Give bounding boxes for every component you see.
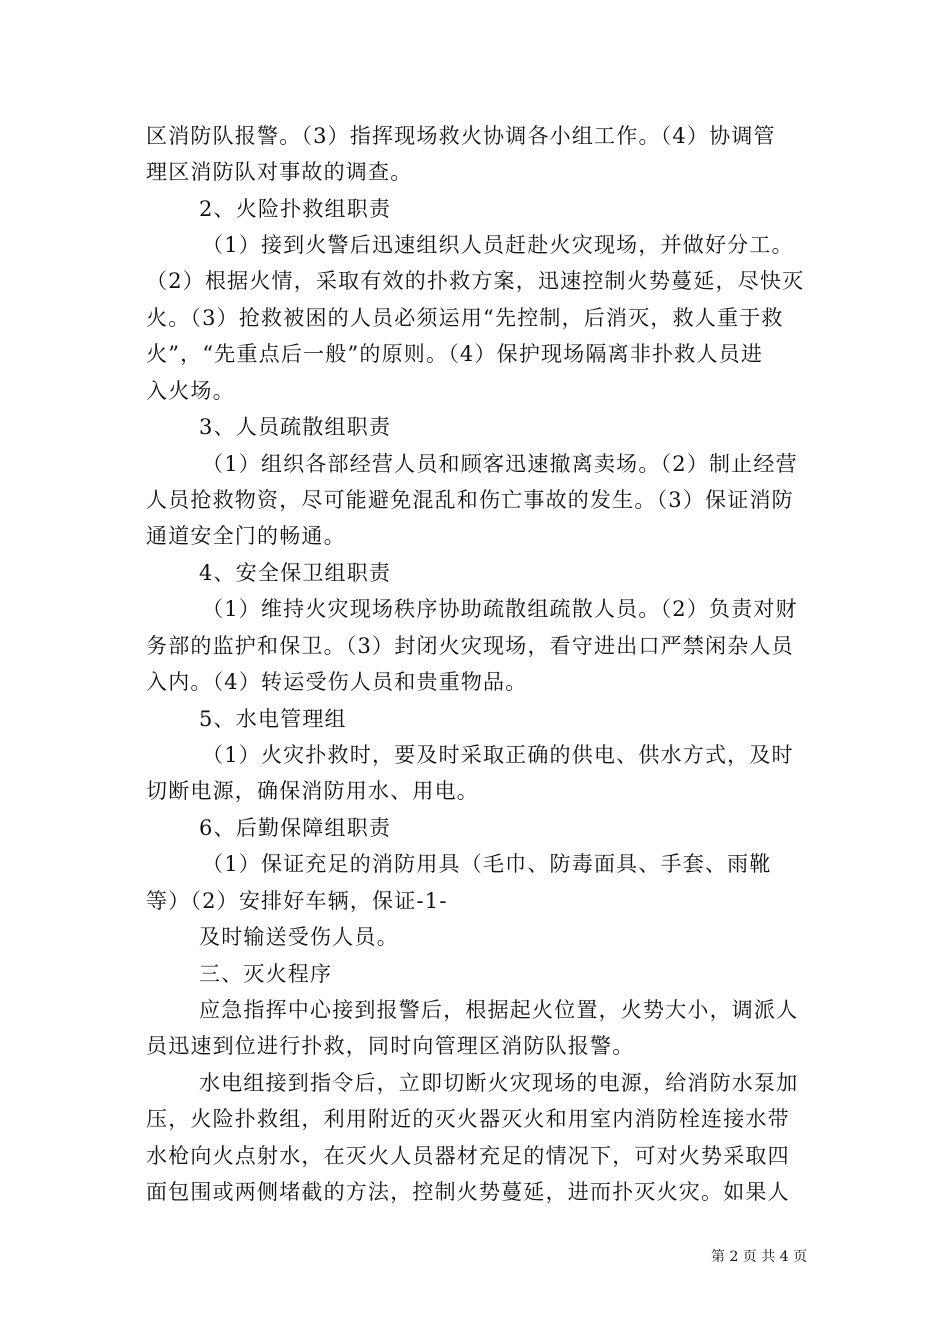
text-line: 区消防队报警。（3）指挥现场救火协调各小组工作。（4）协调管	[146, 124, 776, 148]
section-heading: 2、火险扑救组职责	[199, 197, 392, 221]
text-line: 火”，“先重点后一般”的原则。（4）保护现场隔离非扑救人员进	[146, 342, 764, 366]
section-heading: 3、人员疏散组职责	[199, 415, 392, 439]
text-line: 水枪向火点射水，在灭火人员器材充足的情况下，可对火势采取四	[146, 1144, 790, 1168]
section-heading: 6、后勤保障组职责	[199, 816, 392, 840]
section-heading: 三、灭火程序	[199, 962, 333, 986]
text-line: 务部的监护和保卫。（3）封闭火灾现场，看守进出口严禁闲杂人员	[146, 634, 794, 658]
text-line: 人员抢救物资，尽可能避免混乱和伤亡事故的发生。（3）保证消防	[146, 488, 794, 512]
section-heading: 5、水电管理组	[199, 707, 347, 731]
text-line: （1）接到火警后迅速组织人员赶赴火灾现场，并做好分工。	[202, 233, 794, 257]
text-line: 及时输送受伤人员。	[199, 925, 399, 949]
section-heading: 4、安全保卫组职责	[199, 561, 392, 585]
text-line: （1）维持火灾现场秩序协助疏散组疏散人员。（2）负责对财	[202, 597, 798, 621]
text-line: 火。（3）抢救被困的人员必须运用“先控制，后消灭，救人重于救	[146, 306, 784, 330]
text-line: 应急指挥中心接到报警后，根据起火位置，火势大小，调派人	[199, 998, 799, 1022]
text-line: 入火场。	[146, 379, 235, 403]
text-line: 水电组接到指令后，立即切断火灾现场的电源，给消防水泵加	[199, 1071, 799, 1095]
text-line: 入内。（4）转运受伤人员和贵重物品。	[146, 670, 528, 694]
text-line: （1）组织各部经营人员和顾客迅速撤离卖场。（2）制止经营	[202, 452, 798, 476]
text-line: （1）火灾扑救时，要及时采取正确的供电、供水方式，及时	[202, 743, 794, 767]
text-line: （2）根据火情，采取有效的扑救方案，迅速控制火势蔓延，尽快灭	[146, 269, 805, 293]
text-line: 面包围或两侧堵截的方法，控制火势蔓延，进而扑灭火灾。如果人	[146, 1180, 790, 1204]
text-line: （1）保证充足的消防用具（毛巾、防毒面具、手套、雨靴	[202, 852, 772, 876]
text-line: 等）（2）安排好车辆，保证-1-	[146, 889, 448, 913]
text-line: 压，火险扑救组，利用附近的灭火器灭火和用室内消防栓连接水带	[146, 1107, 790, 1131]
text-line: 通道安全门的畅通。	[146, 524, 346, 548]
text-line: 切断电源，确保消防用水、用电。	[146, 779, 479, 803]
text-line: 理区消防队对事故的调查。	[146, 160, 413, 184]
text-line: 员迅速到位进行扑救，同时向管理区消防队报警。	[146, 1034, 635, 1058]
page-footer: 第 2 页 共 4 页	[711, 1249, 808, 1265]
